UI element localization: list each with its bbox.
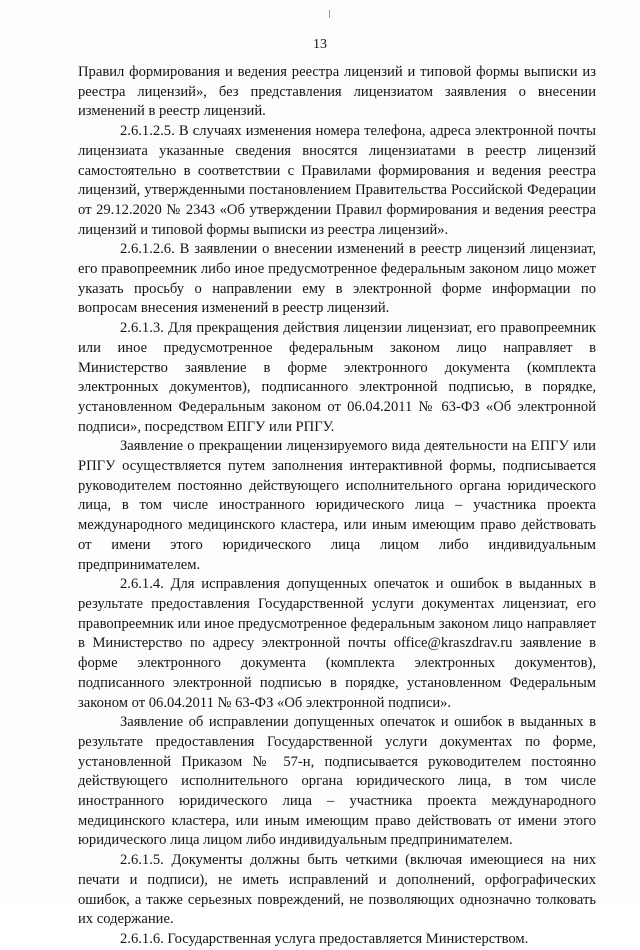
scan-mark bbox=[329, 10, 330, 18]
paragraph-2-6-1-2-5: 2.6.1.2.5. В случаях изменения номера телефона, адреса электронной почты лицензиата указанные сведения вносятся лицензиатами в реестр лицензий самостоятельно в соответствии с Правилами формирования и ведения реестра лицензий, утвержденными постановлением Правительства Российской Федерации от 29.12.2020 № 2343 «Об утверждении Правил формирования и ведения реестра лицензий и типовой формы выписки из реестра лицензий». bbox=[78, 123, 596, 238]
page-number: 13 bbox=[313, 37, 327, 52]
paragraph-2-6-1-2-6: 2.6.1.2.6. В заявлении о внесении изменений в реестр лицензий лицензиат, его правопреемник либо иное предусмотренное федеральным законом лицо может указать просьбу о направлении ему в электронной форме информации по вопросам внесения изменений в реестр лицензий. bbox=[78, 241, 596, 317]
paragraph-correction-application: Заявление об исправлении допущенных опечаток и ошибок в выданных в результате предоставления Государственной услуги документах по форме, установленной Приказом № 57-н, подписывается руководителем постоянно действующего исполнительного органа юридического лица, в том числе иностранного юридического лица – участника проекта международного медицинского кластера, или иным имеющим право действовать от имени этого юридического лица лицом либо индивидуальным предпринимателем. bbox=[78, 714, 596, 849]
paragraph-2-6-1-4: 2.6.1.4. Для исправления допущенных опечаток и ошибок в выданных в результате предоставления Государственной услуги документах лицензиат, его правопреемник или иное предусмотренное федеральным законом лицо направляет в Министерство по адресу электронной почты office@kraszdrav.ru заявление в форме электронного документа (комплекта электронных документов), подписанного электронной подписью в порядке, установленном Федеральным законом от 06.04.2011 № 63-ФЗ «Об электронной подписи». bbox=[78, 576, 596, 711]
paragraph-2-6-1-3: 2.6.1.3. Для прекращения действия лицензии лицензиат, его правопреемник или иное предусмотренное федеральным законом лицо направляет в Министерство заявление в форме электронного документа (комплекта электронных документов), подписанного электронной подписью, в порядке, установленном Федеральным законом от 06.04.2011 № 63-ФЗ «Об электронной подписи», посредством ЕПГУ или РПГУ. bbox=[78, 320, 596, 435]
paragraph-2-6-1-6: 2.6.1.6. Государственная услуга предоставляется Министерством. bbox=[120, 930, 529, 947]
paragraph-termination-application: Заявление о прекращении лицензируемого вида деятельности на ЕПГУ или РПГУ осуществляется путем заполнения интерактивной формы, подписывается руководителем постоянно действующего исполнительного органа юридического лица, в том числе иностранного юридического лица – участника проекта международного медицинского кластера, или иным имеющим право действовать от имени этого юридического лица лицом либо индивидуальным предпринимателем. bbox=[78, 438, 596, 573]
paragraph-continuation: Правил формирования и ведения реестра лицензий и типовой формы выписки из реестра лицензий», без представления лицензиатом заявления о внесении изменений в реестр лицензий. bbox=[78, 64, 596, 120]
document-body bbox=[78, 63, 596, 950]
paragraph-2-6-1-5: 2.6.1.5. Документы должны быть четкими (включая имеющиеся на них печати и подписи), не иметь исправлений и дополнений, орфографических ошибок, а также серьезных повреждений, не позволяющих однозначно толковать их содержание. bbox=[78, 852, 596, 928]
